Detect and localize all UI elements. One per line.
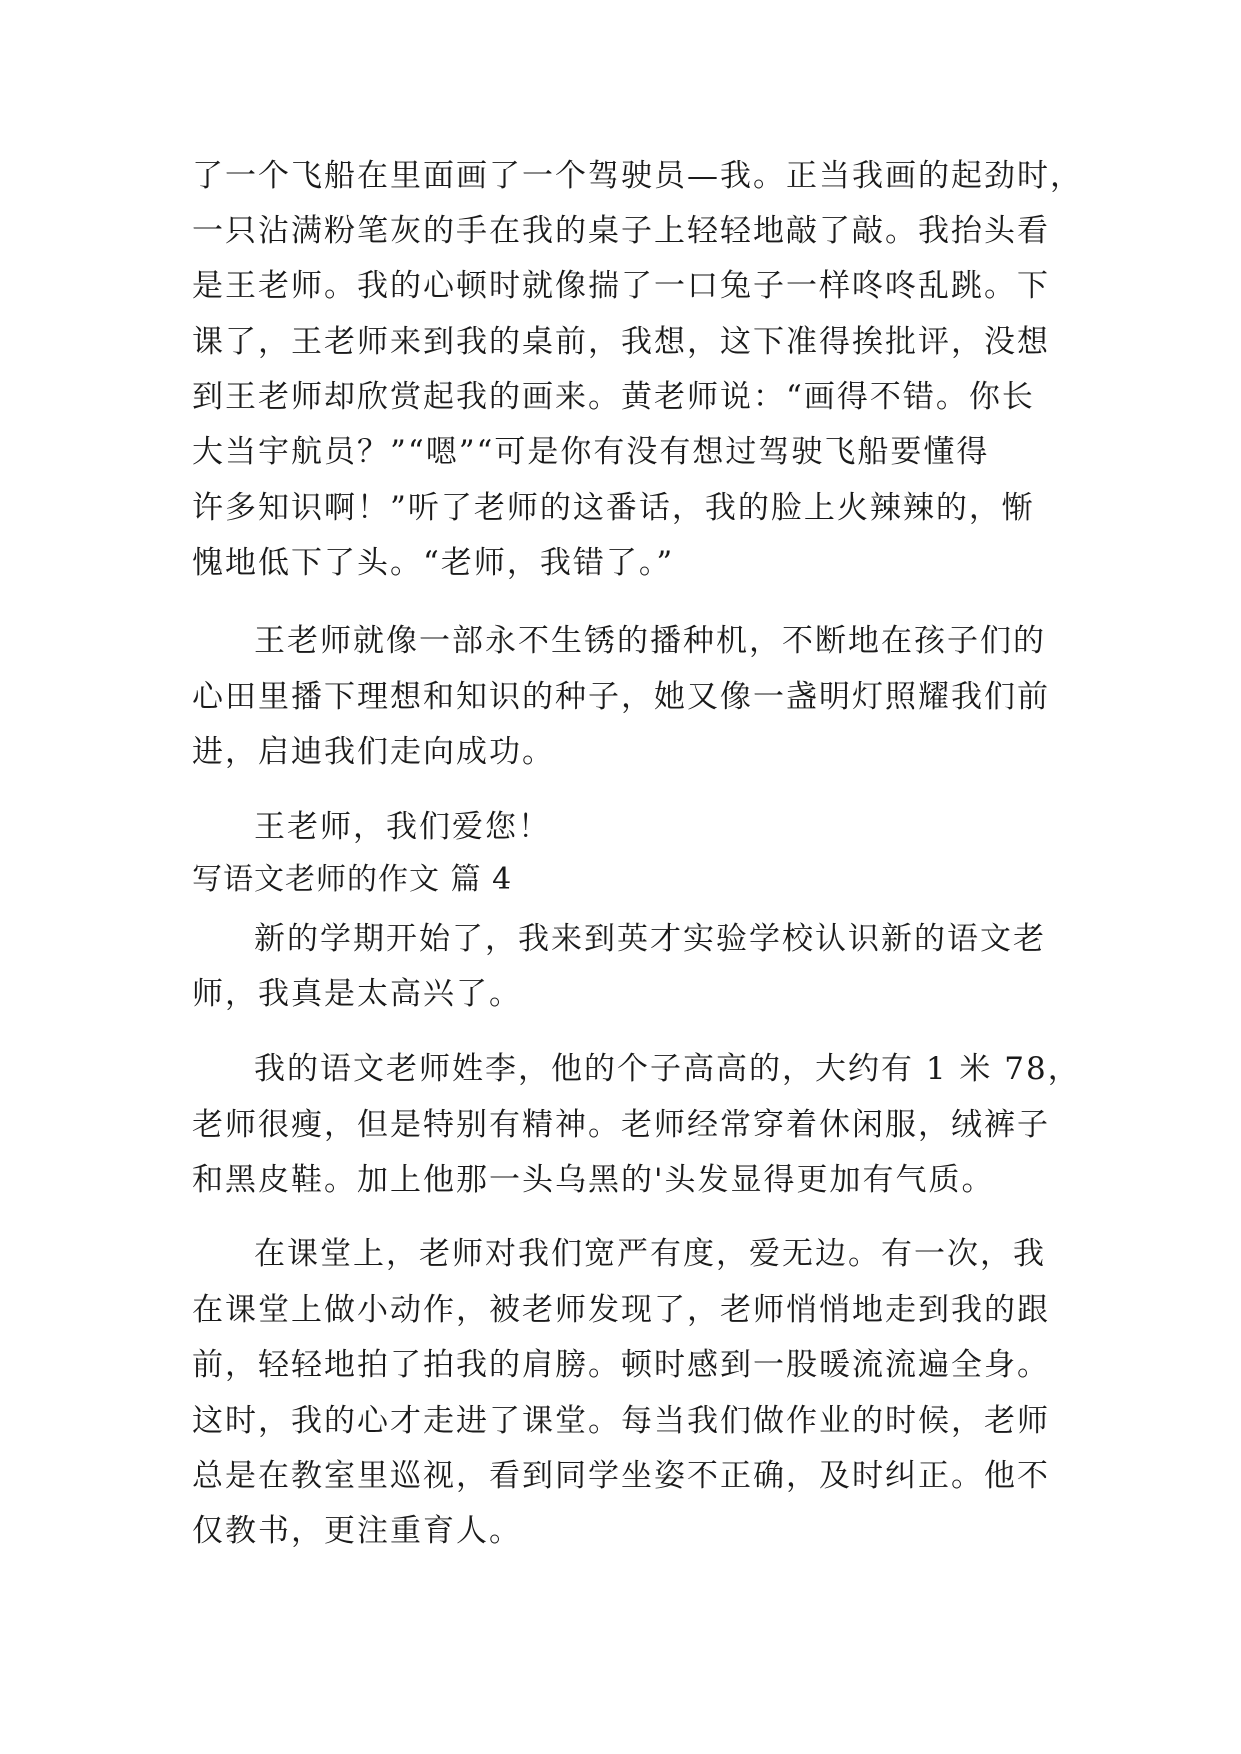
text-line: 这时，我的心才走进了课堂。每当我们做作业的时候，老师 xyxy=(192,1403,1050,1439)
text-line: 到王老师却欣赏起我的画来。黄老师说：“画得不错。你长 xyxy=(192,379,1035,415)
paragraph-start-line: 新的学期开始了，我来到英才实验学校认识新的语文老 xyxy=(254,921,1046,957)
text-line: 课了，王老师来到我的桌前，我想，这下准得挨批评，没想 xyxy=(192,324,1050,360)
text-line: 进，启迪我们走向成功。 xyxy=(192,734,555,770)
text-line: 大当宇航员？”“嗯”“可是你有没有想过驾驶飞船要懂得 xyxy=(192,434,990,470)
text-line: 总是在教室里巡视，看到同学坐姿不正确，及时纠正。他不 xyxy=(192,1458,1050,1494)
text-line: 前，轻轻地拍了拍我的肩膀。顿时感到一股暖流流遍全身。 xyxy=(192,1347,1050,1383)
text-line: 是王老师。我的心顿时就像揣了一口兔子一样咚咚乱跳。下 xyxy=(192,268,1050,304)
paragraph-start-line: 王老师就像一部永不生锈的播种机，不断地在孩子们的 xyxy=(254,623,1046,659)
paragraph-start-line: 王老师，我们爱您！ xyxy=(254,809,551,845)
text-line: 一只沾满粉笔灰的手在我的桌子上轻轻地敲了敲。我抬头看 xyxy=(192,213,1050,249)
section-heading: 写语文老师的作文 篇 4 xyxy=(192,862,513,897)
text-line: 师，我真是太高兴了。 xyxy=(192,976,522,1012)
text-line: 和黑皮鞋。加上他那一头乌黑的'头发显得更加有气质。 xyxy=(192,1162,995,1198)
text-line: 老师很瘦，但是特别有精神。老师经常穿着休闲服，绒裤子 xyxy=(192,1107,1050,1143)
paragraph-start-line: 在课堂上，老师对我们宽严有度，爱无边。有一次，我 xyxy=(254,1236,1046,1272)
text-line: 许多知识啊！”听了老师的这番话，我的脸上火辣辣的，惭 xyxy=(192,490,1035,526)
text-line: 在课堂上做小动作，被老师发现了，老师悄悄地走到我的跟 xyxy=(192,1292,1050,1328)
text-line: 仅教书，更注重育人。 xyxy=(192,1513,522,1549)
text-line: 愧地低下了头。“老师，我错了。” xyxy=(192,545,675,581)
text-line: 心田里播下理想和知识的种子，她又像一盏明灯照耀我们前 xyxy=(192,679,1050,715)
paragraph-start-line: 我的语文老师姓李，他的个子高高的，大约有 1 米 78， xyxy=(254,1051,1081,1087)
text-line: 了一个飞船在里面画了一个驾驶员—我。正当我画的起劲时， xyxy=(192,158,1083,194)
